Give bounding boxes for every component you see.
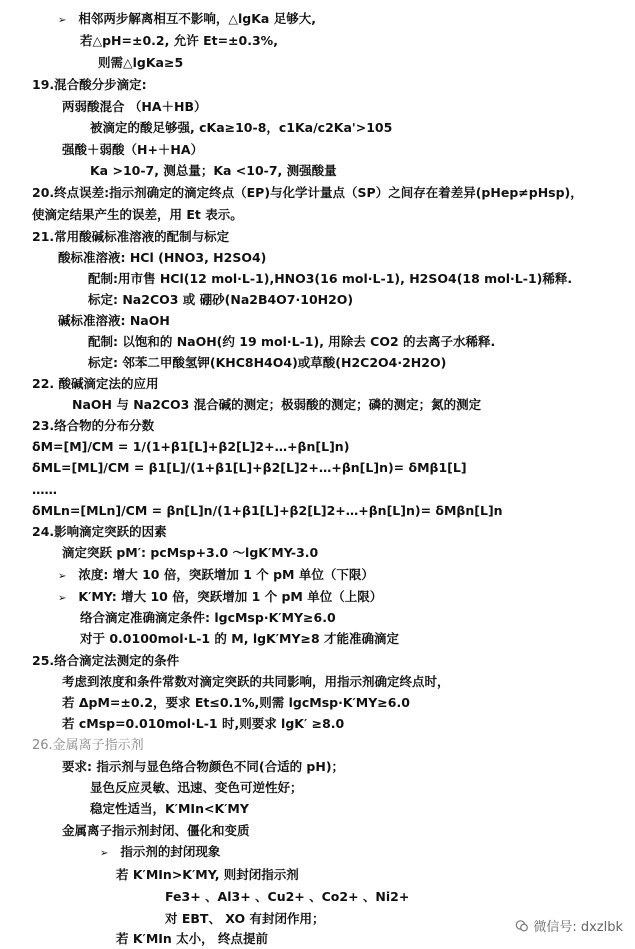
text-line bbox=[90, 162, 337, 180]
text-line bbox=[32, 438, 349, 456]
line-text: 若 K′MIn>K′MY, 则封闭指示剂 bbox=[116, 867, 299, 882]
text-line bbox=[90, 119, 392, 137]
line-text: 26.金属离子指示剂 bbox=[32, 738, 144, 753]
line-text: 碱标准溶液: NaOH bbox=[58, 313, 170, 328]
line-text: 强酸＋弱酸（H+＋HA） bbox=[62, 142, 204, 157]
text-line bbox=[80, 630, 399, 648]
text-line bbox=[88, 291, 353, 309]
text-line bbox=[100, 843, 220, 863]
text-line bbox=[62, 141, 203, 159]
text-line bbox=[58, 588, 382, 608]
line-text: 若 ΔpM=±0.2，要求 Et≤0.1%,则需 lgcMsp·K′MY≥6.0 bbox=[62, 695, 410, 710]
text-line bbox=[32, 459, 467, 477]
text-line bbox=[88, 354, 446, 372]
line-text: 若 cMsp=0.010mol·L-1 时,则要求 lgK′ ≥8.0 bbox=[62, 716, 345, 731]
bullet-arrow-icon: ➢ bbox=[58, 15, 67, 26]
watermark-text: 微信号: dxzlbk bbox=[533, 920, 623, 935]
text-line bbox=[62, 758, 344, 776]
text-line bbox=[116, 866, 299, 884]
text-line bbox=[32, 523, 167, 541]
text-line bbox=[165, 910, 324, 928]
line-text: 则需△lgKa≥5 bbox=[98, 55, 184, 70]
line-text: δML=[ML]/CM = β1[L]/(1+β1[L]+β2[L]2+…+βn[L]n)= δMβ1[L] bbox=[32, 460, 467, 475]
line-text: …… bbox=[32, 482, 57, 497]
line-text: 滴定突跃 pM′: pcMsp+3.0 ～lgK′MY-3.0 bbox=[62, 545, 319, 560]
text-line bbox=[88, 333, 495, 351]
text-line bbox=[32, 184, 583, 202]
line-text: 相邻两步解离相互不影响，△lgKa 足够大, bbox=[78, 11, 316, 26]
line-text: 若△pH=±0.2, 允许 Et=±0.3%, bbox=[80, 33, 278, 48]
text-line bbox=[32, 737, 144, 755]
text-line bbox=[58, 312, 170, 330]
line-text: 若 K′MIn 太小， 终点提前 bbox=[116, 931, 269, 946]
line-text: 两弱酸混合 （HA＋HB） bbox=[62, 99, 207, 114]
line-text: Ka >10-7, 测总量；Ka <10-7, 测强酸量 bbox=[90, 163, 337, 178]
line-text: 酸标准溶液: HCl (HNO3, H2SO4) bbox=[58, 250, 267, 265]
text-line bbox=[32, 206, 243, 224]
line-text: 配制:用市售 HCl(12 mol·L-1),HNO3(16 mol·L-1), H2SO4(18 mol·L-1)稀释. bbox=[88, 271, 573, 286]
text-line bbox=[32, 375, 159, 393]
text-line bbox=[62, 715, 344, 733]
wechat-icon bbox=[515, 919, 529, 933]
text-line bbox=[32, 228, 229, 246]
text-line bbox=[58, 10, 316, 30]
line-text: 标定: 邻苯二甲酸氢钾(KHC8H4O4)或草酸(H2C2O4·2H2O) bbox=[88, 355, 447, 370]
line-text: 对于 0.0100mol·L-1 的 M, lgK′MY≥8 才能准确滴定 bbox=[80, 631, 400, 646]
line-text: 使滴定结果产生的误差，用 Et 表示。 bbox=[32, 207, 243, 222]
bullet-arrow-icon: ➢ bbox=[100, 848, 109, 859]
text-line bbox=[62, 694, 410, 712]
text-line bbox=[32, 481, 57, 499]
line-text: 标定: Na2CO3 或 硼砂(Na2B4O7·10H2O) bbox=[88, 292, 354, 307]
text-line bbox=[62, 98, 206, 116]
text-line bbox=[80, 609, 336, 627]
watermark bbox=[515, 916, 623, 935]
bullet-arrow-icon: ➢ bbox=[58, 571, 67, 582]
text-line bbox=[62, 822, 250, 840]
line-text: 20.终点误差:指示剂确定的滴定终点（EP)与化学计量点（SP）之间存在着差异(pHep≠pHsp)， bbox=[32, 185, 583, 200]
text-line bbox=[90, 779, 303, 797]
text-line bbox=[116, 930, 268, 948]
text-line bbox=[32, 502, 503, 520]
line-text: 要求: 指示剂与显色络合物颜色不同(合适的 pH)； bbox=[62, 759, 345, 774]
line-text: K′MY: 增大 10 倍，突跃增加 1 个 pM 单位（上限） bbox=[78, 589, 383, 604]
text-line bbox=[62, 544, 318, 562]
line-text: 金属离子指示剂封闭、僵化和变质 bbox=[62, 823, 250, 838]
text-line bbox=[32, 652, 179, 670]
line-text: δM=[M]/CM = 1/(1+β1[L]+β2[L]2+…+βn[L]n) bbox=[32, 439, 350, 454]
line-text: 络合滴定准确滴定条件: lgcMsp·K′MY≥6.0 bbox=[80, 610, 336, 625]
line-text: 指示剂的封闭现象 bbox=[120, 844, 221, 859]
text-line bbox=[88, 270, 572, 288]
line-text: 浓度: 增大 10 倍，突跃增加 1 个 pM 单位（下限） bbox=[78, 567, 374, 582]
text-line bbox=[80, 32, 278, 50]
line-text: 对 EBT、 XO 有封闭作用； bbox=[165, 911, 325, 926]
text-line bbox=[58, 566, 374, 586]
text-line bbox=[32, 76, 147, 94]
line-text: 配制: 以饱和的 NaOH(约 19 mol·L-1), 用除去 CO2 的去离子水稀释. bbox=[88, 334, 496, 349]
line-text: 显色反应灵敏、迅速、变色可逆性好； bbox=[90, 780, 303, 795]
text-line bbox=[62, 673, 450, 691]
line-text: δMLn=[MLn]/CM = βn[L]n/(1+β1[L]+β2[L]2+…+βn[L]n)= δMβn[L]n bbox=[32, 503, 503, 518]
text-line bbox=[98, 54, 183, 72]
line-text: 被滴定的酸足够强, cKa≥10-8，c1Ka/c2Ka'>105 bbox=[90, 120, 393, 135]
line-text: 23.络合物的分布分数 bbox=[32, 418, 155, 433]
line-text: 21.常用酸碱标准溶液的配制与标定 bbox=[32, 229, 230, 244]
line-text: 25.络合滴定法测定的条件 bbox=[32, 653, 180, 668]
text-line bbox=[165, 888, 409, 906]
text-line bbox=[72, 396, 481, 414]
line-text: 19.混合酸分步滴定: bbox=[32, 77, 147, 92]
line-text: 稳定性适当，K′MIn<K′MY bbox=[90, 801, 249, 816]
text-line bbox=[58, 249, 266, 267]
line-text: 考虑到浓度和条件常数对滴定突跃的共同影响，用指示剂确定终点时， bbox=[62, 674, 450, 689]
line-text: 24.影响滴定突跃的因素 bbox=[32, 524, 167, 539]
line-text: Fe3+ 、Al3+ 、Cu2+ 、Co2+ 、Ni2+ bbox=[165, 889, 410, 904]
text-line bbox=[90, 800, 249, 818]
line-text: NaOH 与 Na2CO3 混合碱的测定；极弱酸的测定；磷的测定；氮的测定 bbox=[72, 397, 482, 412]
bullet-arrow-icon: ➢ bbox=[58, 593, 67, 604]
text-line bbox=[32, 417, 154, 435]
line-text: 22. 酸碱滴定法的应用 bbox=[32, 376, 159, 391]
